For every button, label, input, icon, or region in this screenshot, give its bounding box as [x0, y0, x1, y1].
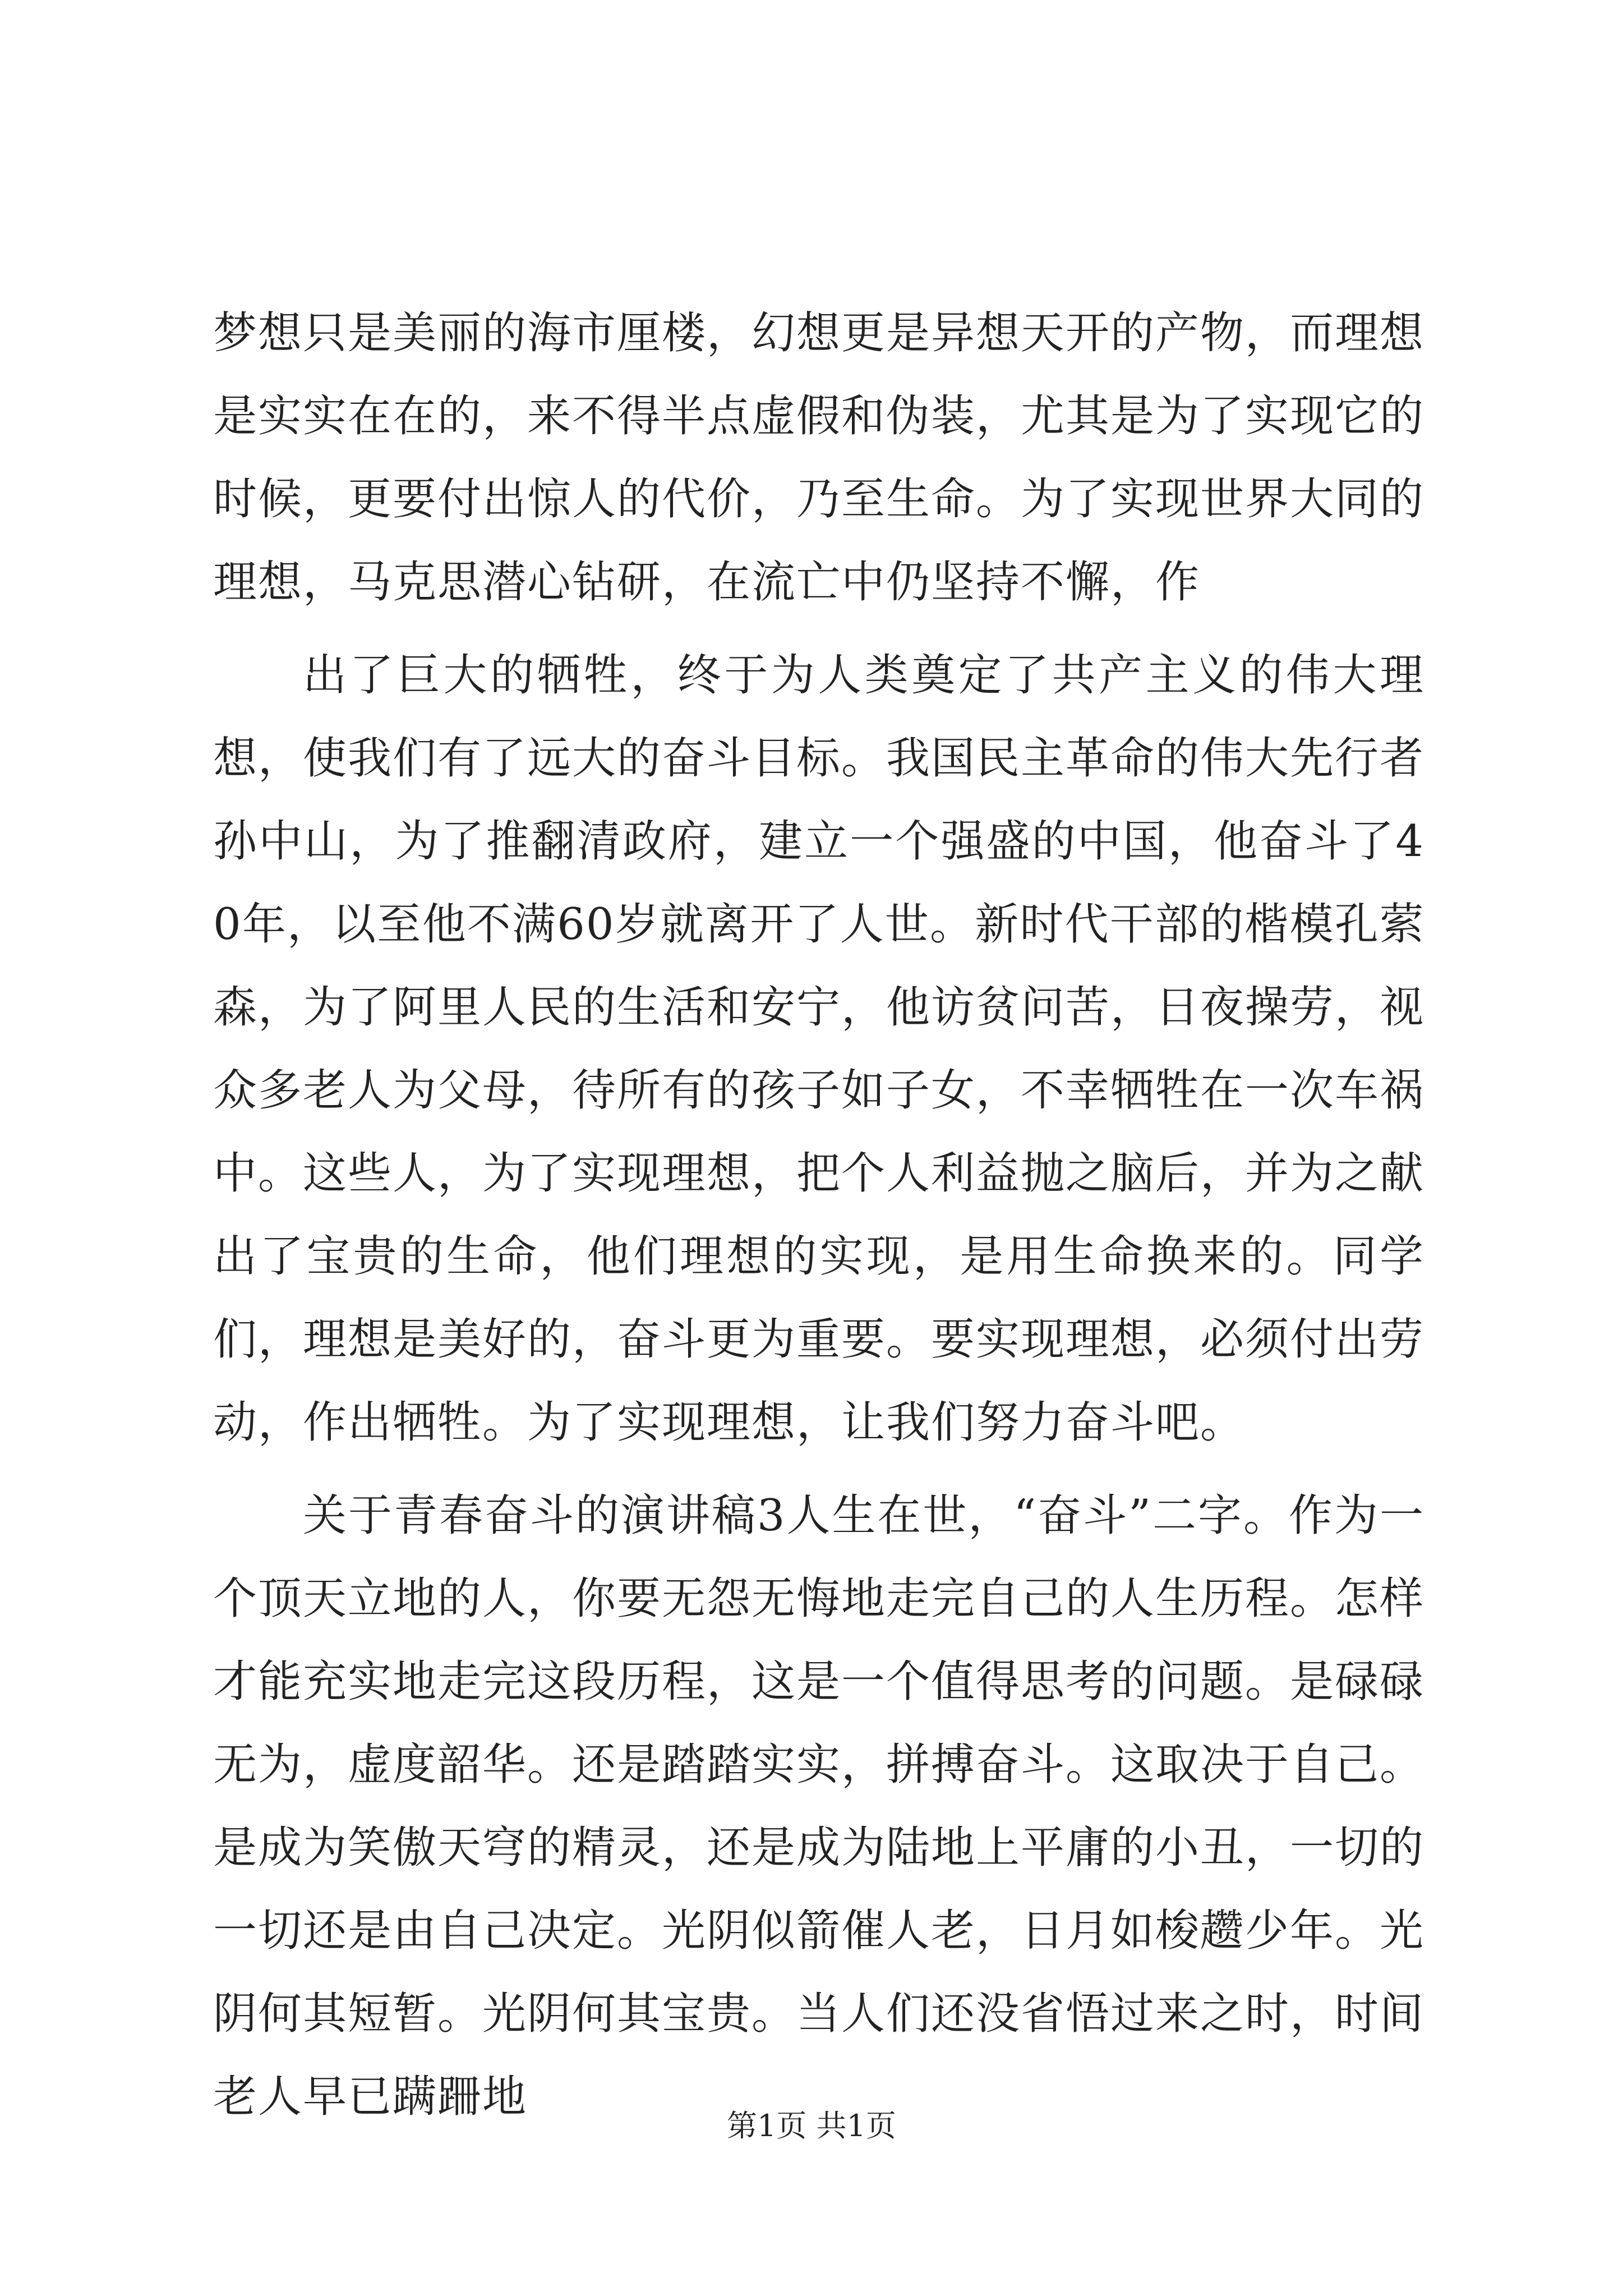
document-body [213, 292, 1424, 2138]
paragraph-3: 关于青春奋斗的演讲稿3人生在世，“奋斗”二字。作为一个顶天立地的人，你要无怨无悔地走完自己的人生历程。怎样才能充实地走完这段历程，这是一个值得思考的问题。是碌碌无为，虚度韶华。还是踏踏实实，拼搏奋斗。这取决于自己。是成为笑傲天穹的精灵，还是成为陆地上平庸的小丑，一切的一切还是由自己决定。光阴似箭催人老，日月如梭趱少年。光阴何其短暂。光阴何其宝贵。当人们还没省悟过来之时，时间老人早已蹒跚地 [213, 1490, 1425, 2122]
page-number-footer: 第1页 共1页 [727, 2108, 896, 2143]
paragraph-2: 出了巨大的牺牲，终于为人类奠定了共产主义的伟大理想，使我们有了远大的奋斗目标。我国民主革命的伟大先行者孙中山，为了推翻清政府，建立一个强盛的中国，他奋斗了40年，以至他不满60岁就离开了人世。新时代干部的楷模孔萦森，为了阿里人民的生活和安宁，他访贫问苦，日夜操劳，视众多老人为父母，待所有的孩子如子女，不幸牺牲在一次车祸中。这些人，为了实现理想，把个人利益抛之脑后，并为之献出了宝贵的生命，他们理想的实现，是用生命换来的。同学们，理想是美好的，奋斗更为重要。要实现理想，必须付出劳动，作出牺牲。为了实现理想，让我们努力奋斗吧。 [213, 650, 1425, 1448]
paragraph-1: 梦想只是美丽的海市厘楼，幻想更是异想天开的产物，而理想是实实在在的，来不得半点虚假和伪装，尤其是为了实现它的时候，更要付出惊人的代价，乃至生命。为了实现世界大同的理想，马克思潜心钻研，在流亡中仍坚持不懈，作 [213, 308, 1425, 608]
